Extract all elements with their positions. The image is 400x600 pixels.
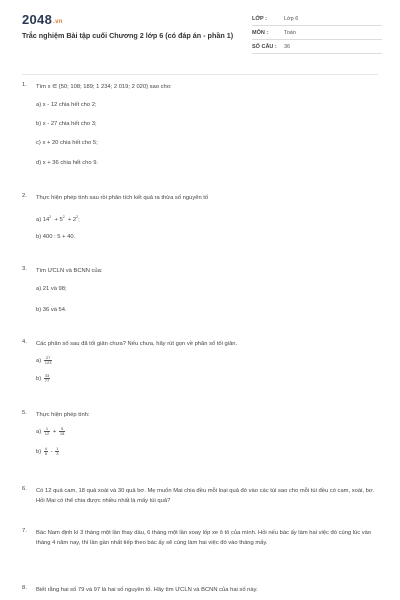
question-number: 2. (22, 193, 27, 199)
numerator: 4 (44, 446, 48, 451)
question-text: Bác Nam định kì 3 tháng một lần thay dầu, 6 tháng một lần xoay lốp xe ô tô của mình. Hỏi nếu bác ấy làm hai việc đó cùng lúc vào tháng 4 năm nay, thì lần gần nhất tiếp theo bác ấy sẽ cùng làm hai việc đó vào tháng mấy. (36, 530, 372, 546)
question-text: Tìm ƯCLN và BCNN của: (36, 268, 103, 274)
denominator: 123 (44, 360, 52, 365)
option-c: c) x + 20 chia hết cho 5; (36, 140, 98, 146)
option-label: b) (36, 376, 42, 383)
option-label: a) (36, 429, 42, 436)
question-text: Biết rằng hai số 79 và 97 là hai số nguyên tố. Hãy tìm ƯCLN và BCNN của hai số này. (36, 587, 258, 593)
fraction (55, 447, 59, 456)
question-number: 7. (22, 528, 27, 534)
option-b (36, 374, 51, 384)
option-a: a) x - 12 chia hết cho 2; (36, 102, 97, 108)
logo-text: 2048 (22, 12, 53, 27)
expr-part: + 2 (67, 217, 77, 223)
option-label: b) (36, 449, 42, 456)
meta-table (252, 12, 382, 54)
numerator: 33 (44, 373, 50, 378)
question-number: 5. (22, 410, 27, 416)
option-b: b) x - 27 chia hết cho 3; (36, 121, 97, 127)
denominator: 3 (56, 451, 59, 456)
question-text: Thực hiện phép tính sau rồi phân tích kết quả ra thừa số nguyên tố (36, 195, 209, 201)
meta-label: MÔN : (252, 29, 269, 36)
question-number: 8. (22, 585, 27, 591)
expr-part: ; (78, 217, 80, 223)
numerator: 5 (59, 427, 65, 432)
fraction (44, 374, 50, 383)
denominator: 77 (44, 378, 50, 383)
meta-value: Lớp 6 (284, 15, 299, 22)
fraction (44, 447, 48, 456)
question-text: Có 12 quả cam, 18 quả xoài và 30 quả bơ. Mẹ muốn Mai chia đều mỗi loại quả đó vào các túi sao cho mỗi túi đều có cam, xoài, bơ. Hỏi Mai có thể chia được nhiều nhất là mấy túi quả? (36, 488, 375, 504)
meta-label: LỚP : (252, 15, 267, 22)
meta-row-question-count (252, 40, 382, 54)
option-a (36, 213, 80, 225)
option-d: d) x + 36 chia hết cho 9. (36, 160, 99, 166)
question-number: 3. (22, 266, 27, 272)
document-title: Trắc nghiệm Bài tập cuối Chương 2 lớp 6 (có đáp án - phần 1) (22, 31, 234, 40)
question-text: Thực hiện phép tính: (36, 412, 90, 418)
denominator: 18 (59, 431, 65, 436)
question-number: 4. (22, 339, 27, 345)
option-label: a) (36, 358, 42, 365)
option-a (36, 356, 53, 366)
numerator: 1 (56, 446, 59, 451)
exponent: 2 (49, 215, 52, 219)
question-number: 1. (22, 82, 27, 88)
numerator: 27 (44, 356, 53, 361)
meta-value: 36 (284, 43, 291, 50)
question-number: 6. (22, 486, 27, 492)
meta-row-subject (252, 26, 382, 40)
question-text: Các phân số sau đã tối giản chưa? Nếu chưa, hãy rút gọn về phân số tối giản. (36, 341, 238, 347)
operator: - (50, 449, 53, 456)
option-a (36, 427, 66, 437)
question-text: Tìm x ∈ {50; 108; 189; 1 234; 2 019; 2 020} sao cho: (36, 84, 172, 90)
option-b: b) 400 : 5 + 40. (36, 234, 76, 240)
exponent: 2 (62, 215, 65, 219)
fraction (44, 356, 53, 365)
fraction (44, 427, 50, 436)
expr-part: + 5 (54, 217, 63, 223)
option-b (36, 447, 60, 457)
exponent: 2 (76, 215, 79, 219)
denominator: 5 (44, 451, 48, 456)
meta-label: SỐ CÂU : (252, 43, 277, 50)
numerator: 1 (44, 427, 50, 432)
expr-part: a) 14 (36, 217, 50, 223)
document-header (0, 0, 400, 70)
header-divider (22, 74, 378, 75)
option-a: a) 21 và 98; (36, 286, 67, 292)
site-logo[interactable] (22, 12, 63, 27)
fraction (59, 427, 65, 436)
meta-row-class (252, 12, 382, 26)
meta-value: Toán (284, 29, 296, 36)
denominator: 12 (44, 431, 50, 436)
logo-tld: .vn (53, 19, 63, 25)
operator: + (52, 429, 57, 436)
option-b: b) 36 và 54. (36, 307, 67, 313)
